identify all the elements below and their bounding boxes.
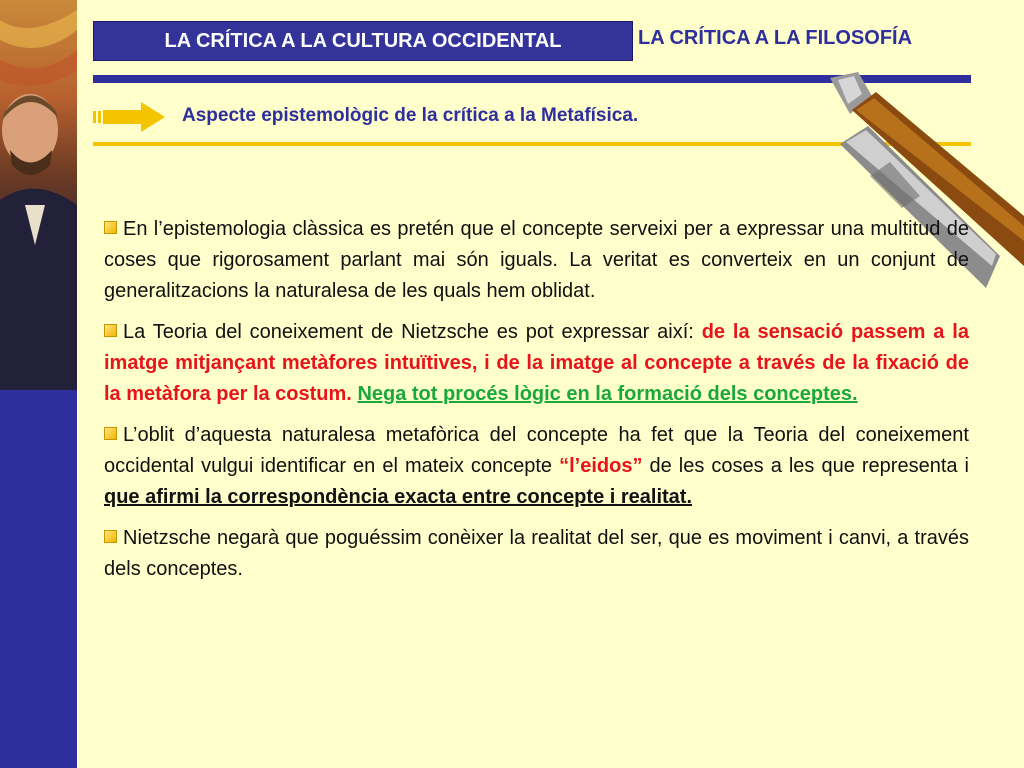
paragraph-2-red-text: de la sensació passem a la imatge mitjançant metàfores intuïtives, i de la imatge al concepte a través de la fixació de la metàfora per la costum. [104, 321, 969, 405]
paragraph-4-text: Nietzsche negarà que poguéssim conèixer la realitat del ser, que es moviment i canvi, a través dels conceptes. [104, 527, 969, 580]
paragraph-3-red-text: “l’eidos” [559, 455, 643, 477]
paragraph-1 [104, 214, 969, 307]
bullet-icon [104, 530, 117, 543]
bullet-icon [104, 221, 117, 234]
paragraph-4 [104, 523, 969, 585]
bullet-icon [104, 324, 117, 337]
paragraph-3-text-1: L’oblit d’aquesta naturalesa metafòrica del concepte ha fet que la Teoria del coneixement occidental vulgui identificar en el mateix concepte [104, 424, 969, 477]
page-subtitle: LA CRÍTICA A LA FILOSOFÍA [638, 27, 913, 49]
paragraph-3-text-2: de les coses a les que representa i [642, 455, 969, 477]
paragraph-2-green-link: Nega tot procés lògic en la formació dels conceptes. [357, 383, 858, 405]
paragraph-3-underlined-text: que afirmi la correspondència exacta entre concepte i realitat. [104, 486, 692, 508]
section-heading: Aspecte epistemològic de la crítica a la Metafísica. [182, 105, 639, 126]
arrow-icon [93, 100, 165, 134]
paragraph-2-text: La Teoria del coneixement de Nietzsche es pot expressar així: [123, 321, 702, 343]
portrait-image [0, 0, 77, 390]
bullet-icon [104, 427, 117, 440]
page-title: LA CRÍTICA A LA CULTURA OCCIDENTAL [93, 21, 633, 61]
paragraph-1-text: En l’epistemologia clàssica es pretén que el concepte serveixi per a expressar una multitud de coses que rigorosament parlant mai són iguals. La veritat es converteix en un conjunt de generalitzacions la naturalesa de les quals hem oblidat. [104, 218, 969, 302]
content-body [104, 214, 969, 595]
paragraph-3 [104, 420, 969, 513]
paragraph-2 [104, 317, 969, 410]
